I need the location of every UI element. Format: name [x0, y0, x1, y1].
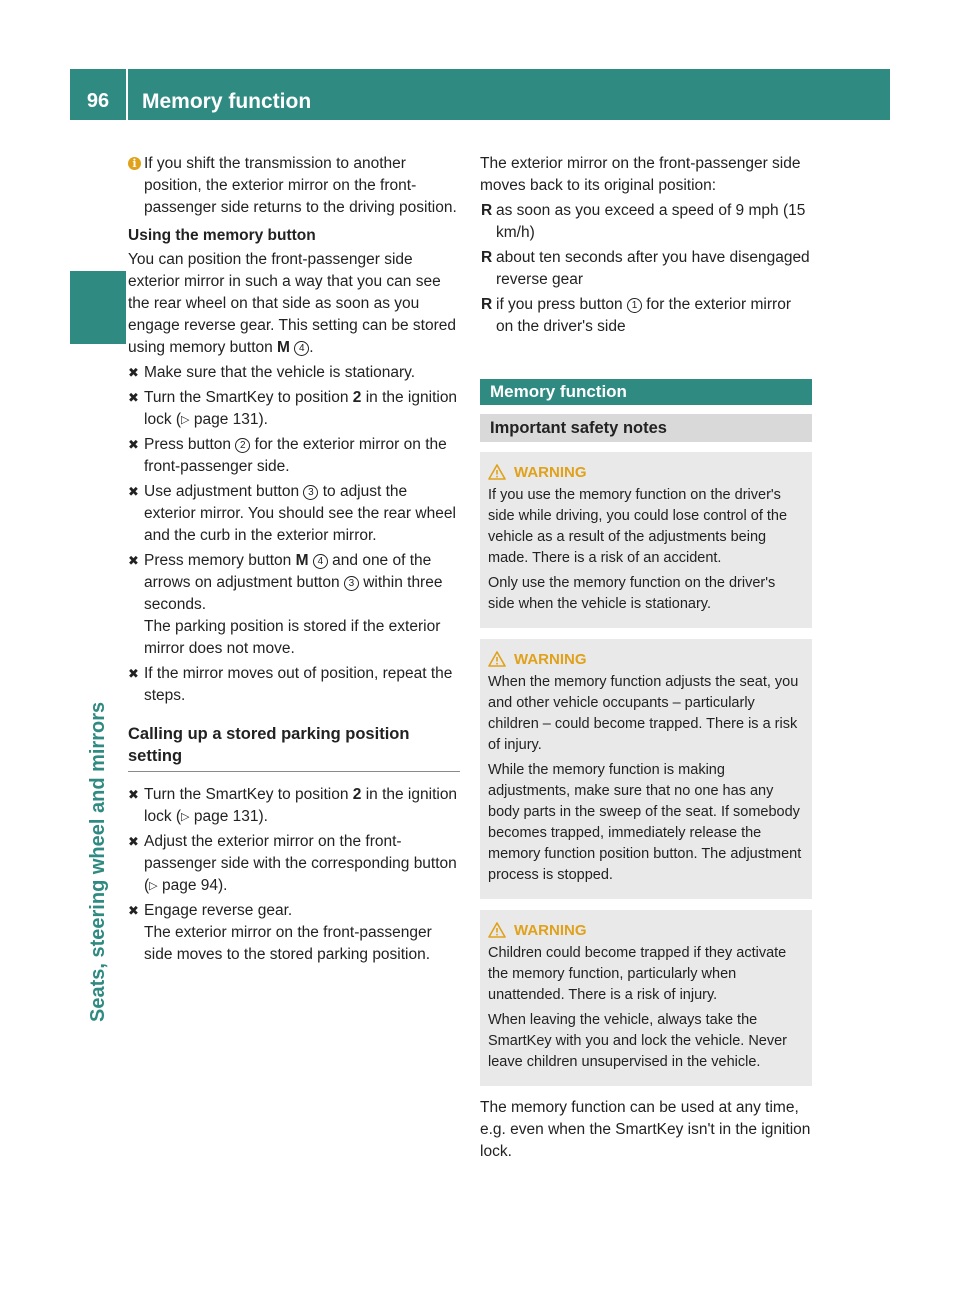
- step-text: within three seconds.: [144, 574, 443, 613]
- callout-number-icon: 4: [294, 341, 309, 356]
- warning-title: WARNING: [514, 922, 587, 939]
- step-arrow-icon: ✖: [128, 484, 139, 499]
- step-item: [128, 434, 460, 478]
- page-reference-link[interactable]: page 131: [193, 808, 259, 825]
- bullet-item: [480, 247, 812, 291]
- page-number: 96: [86, 90, 110, 112]
- warning-header: [488, 920, 804, 941]
- bullet-text: if you press button: [496, 296, 627, 313]
- warning-header: [488, 462, 804, 483]
- left-column: [128, 153, 460, 969]
- position-label: 2: [352, 786, 362, 803]
- info-note-text: If you shift the transmission to another position, the exterior mirror on the front-passenger side returns to the driving position.: [144, 155, 457, 216]
- step-text: ).: [258, 411, 268, 428]
- warning-box: [480, 910, 812, 1086]
- calling-up-parking-position-heading: Calling up a stored parking position setting: [128, 723, 460, 772]
- right-column: [480, 153, 812, 1166]
- step-text: in the ignition lock (: [144, 389, 458, 428]
- step-arrow-icon: ✖: [128, 437, 139, 452]
- step-text: Turn the SmartKey to position: [144, 786, 353, 803]
- using-memory-button-paragraph: [128, 249, 460, 359]
- bullet-r-icon: R: [481, 249, 493, 266]
- callout-number-icon: 4: [313, 554, 328, 569]
- memory-m-label: M: [277, 339, 290, 356]
- warning-text: While the memory function is making adjustments, make sure that no one has any body parts in the sweep of the seat. If somebody becomes trapped, immediately release the memory function position button. The adjustment process is stopped.: [488, 762, 802, 883]
- warning-triangle-icon: [488, 922, 514, 940]
- step-item: [128, 784, 460, 828]
- callout-number-icon: 1: [627, 298, 642, 313]
- bullet-item: [480, 200, 812, 244]
- step-text: Use adjustment button: [144, 483, 304, 500]
- step-arrow-icon: ✖: [128, 787, 139, 802]
- warning-box: [480, 452, 812, 628]
- step-result-text: The exterior mirror on the front-passenger side moves to the stored parking position.: [144, 924, 432, 963]
- bullet-text: as soon as you exceed a speed of 9 mph (15 km/h): [496, 202, 806, 241]
- paragraph-text-end: .: [309, 339, 314, 356]
- page-reference-arrow-icon: ▷: [149, 880, 158, 892]
- step-item: [128, 900, 460, 966]
- step-text: Make sure that the vehicle is stationary.: [144, 364, 416, 381]
- warning-text: When the memory function adjusts the seat, you and other vehicle occupants – particularly children – could become trapped. There is a risk of injury.: [488, 674, 799, 753]
- header-divider: [126, 69, 128, 120]
- step-item: [128, 831, 460, 897]
- memory-function-section-heading: Memory function: [480, 379, 812, 405]
- warning-box: [480, 639, 812, 899]
- page-reference-arrow-icon: ▷: [181, 811, 190, 823]
- bullet-text: for the exterior mirror on the driver's side: [496, 296, 791, 335]
- header-title: Memory function: [142, 90, 312, 113]
- step-arrow-icon: ✖: [128, 666, 139, 681]
- step-item: [128, 362, 460, 384]
- warning-text: Only use the memory function on the driver's side when the vehicle is stationary.: [488, 575, 776, 612]
- position-label: 2: [352, 389, 362, 406]
- step-arrow-icon: ✖: [128, 903, 139, 918]
- chapter-side-label-text: Seats, steering wheel and mirrors: [87, 701, 109, 1022]
- step-text: Adjust the exterior mirror on the front-passenger side with the corresponding button (: [144, 833, 457, 894]
- warning-text: When leaving the vehicle, always take the SmartKey with you and lock the vehicle. Never leave children unsupervised in the vehicle.: [488, 1012, 787, 1070]
- callout-number-icon: 3: [344, 576, 359, 591]
- bullet-text: about ten seconds after you have disengaged reverse gear: [496, 249, 810, 288]
- mirror-return-intro: The exterior mirror on the front-passenger side moves back to its original position:: [480, 155, 801, 194]
- step-item: [128, 481, 460, 547]
- warning-header: [488, 649, 804, 670]
- step-text: Turn the SmartKey to position: [144, 389, 353, 406]
- step-result-text: The parking position is stored if the exterior mirror does not move.: [144, 618, 441, 657]
- bullet-r-icon: R: [481, 202, 493, 219]
- page-reference-link[interactable]: page 131: [193, 411, 259, 428]
- step-item: [128, 663, 460, 707]
- step-text: If the mirror moves out of position, repeat the steps.: [144, 665, 453, 704]
- warning-text: Children could become trapped if they activate the memory function, particularly when unattended. There is a risk of injury.: [488, 945, 787, 1003]
- chapter-tab-marker: [70, 271, 126, 344]
- callout-number-icon: 3: [303, 485, 318, 500]
- warning-triangle-icon: [488, 464, 514, 482]
- important-safety-notes-heading: Important safety notes: [480, 414, 812, 442]
- info-icon: i: [128, 157, 141, 170]
- page-reference-link[interactable]: page 94: [161, 877, 218, 894]
- step-item: [128, 387, 460, 431]
- warning-triangle-icon: [488, 651, 514, 669]
- callout-number-icon: 2: [235, 438, 250, 453]
- step-text: and one of the arrows on adjustment button: [144, 552, 432, 591]
- warning-text: If you use the memory function on the driver's side while driving, you could lose control of the vehicle as a result of the adjustments being made. There is a risk of an accident.: [488, 487, 788, 566]
- step-text: in the ignition lock (: [144, 786, 458, 825]
- step-text: for the exterior mirror on the front-passenger side.: [144, 436, 447, 475]
- step-text: ).: [258, 808, 268, 825]
- step-text: Engage reverse gear.: [144, 902, 293, 919]
- memory-m-label: M: [295, 552, 309, 569]
- step-text: Press button: [144, 436, 236, 453]
- step-text: Press memory button: [144, 552, 296, 569]
- step-arrow-icon: ✖: [128, 390, 139, 405]
- warning-title: WARNING: [514, 464, 587, 481]
- step-item: [128, 550, 460, 660]
- bullet-r-icon: R: [481, 296, 493, 313]
- using-memory-button-heading: Using the memory button: [128, 227, 316, 244]
- step-text: to adjust the exterior mirror. You should see the rear wheel and the curb in the exterior mirror.: [144, 483, 456, 544]
- step-arrow-icon: ✖: [128, 834, 139, 849]
- warning-title: WARNING: [514, 651, 587, 668]
- paragraph-text: You can position the front-passenger side exterior mirror in such a way that you can see the rear wheel on that side as soon as you engage reverse gear. This setting can be stored using memory button: [128, 251, 457, 356]
- info-note: [128, 153, 460, 219]
- closing-paragraph: The memory function can be used at any time, e.g. even when the SmartKey isn't in the ignition lock.: [480, 1099, 811, 1160]
- page-reference-arrow-icon: ▷: [181, 414, 190, 426]
- step-text: ).: [217, 877, 228, 894]
- step-arrow-icon: ✖: [128, 365, 139, 380]
- bullet-item: [480, 294, 812, 338]
- step-arrow-icon: ✖: [128, 553, 139, 568]
